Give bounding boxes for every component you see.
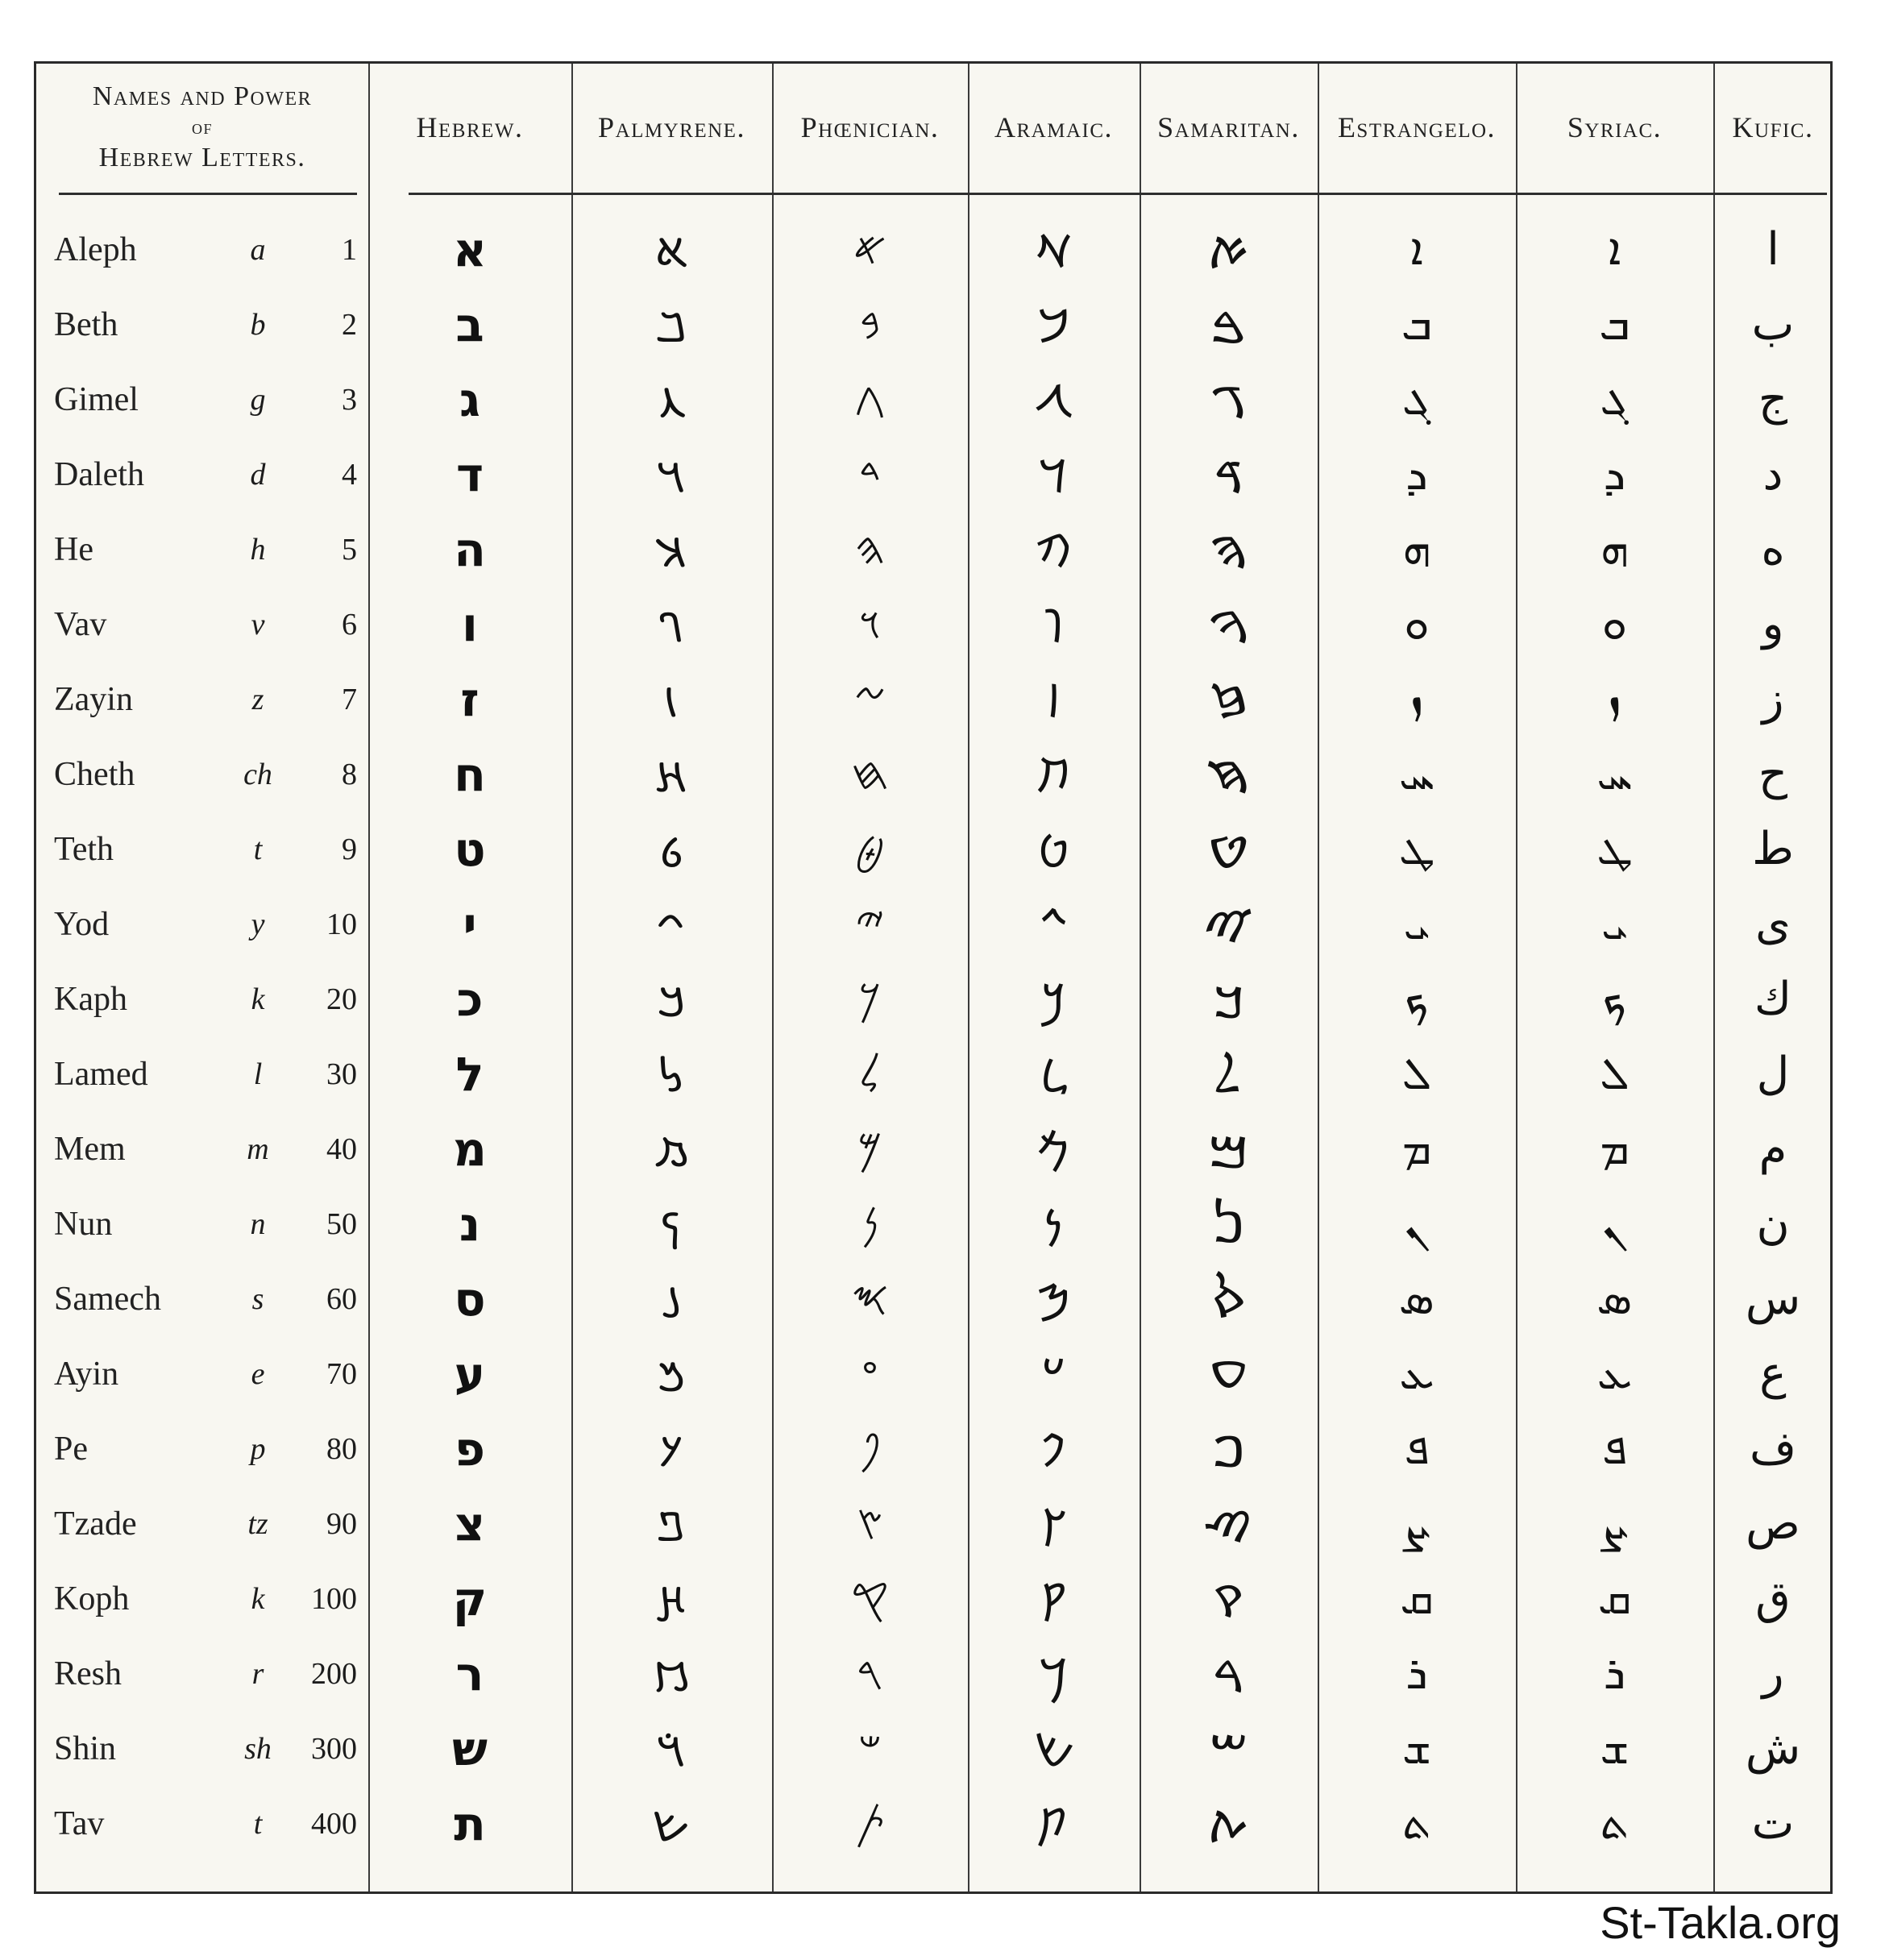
glyph-estrangelo: ܦ <box>1404 1422 1430 1475</box>
glyph-syriac: ܕ <box>1603 447 1626 500</box>
glyph-phoenician: 𐤇 <box>850 747 890 800</box>
glyph-hebrew: ד <box>455 446 484 502</box>
letter-power: k <box>251 982 265 1016</box>
letter-value: 8 <box>342 757 357 791</box>
glyph-aramaic: 𐡐 <box>1040 1424 1067 1477</box>
glyph-kufic: ا <box>1767 223 1779 276</box>
glyph-phoenician: 𐤏 <box>861 1347 878 1400</box>
glyph-palmyrene: 𐡳 <box>654 1649 690 1702</box>
glyph-samaritan: ࠂ <box>1210 375 1247 428</box>
glyph-aramaic: 𐡑 <box>1040 1499 1068 1552</box>
letter-name: He <box>54 530 93 568</box>
glyph-phoenician: 𐤂 <box>854 372 886 426</box>
header-rule <box>59 193 357 195</box>
glyph-estrangelo: ܫ <box>1401 1721 1432 1775</box>
glyph-aramaic: 𐡌 <box>1037 1124 1070 1177</box>
glyph-kufic: ط <box>1752 823 1794 875</box>
glyph-estrangelo: ܠ <box>1401 1047 1432 1100</box>
letter-value: 5 <box>342 532 357 567</box>
glyph-palmyrene: 𐡵 <box>654 1799 689 1852</box>
table-row <box>36 1486 1830 1561</box>
table-row <box>36 1411 1830 1486</box>
glyph-phoenician: 𐤓 <box>856 1646 884 1700</box>
glyph-palmyrene: 𐡨 <box>660 824 683 878</box>
glyph-kufic: م <box>1758 1123 1787 1175</box>
glyph-hebrew: פ <box>454 1421 486 1476</box>
glyph-samaritan: ࠏ <box>1208 1349 1249 1402</box>
letter-name: Vav <box>54 605 107 643</box>
glyph-kufic: د <box>1762 448 1783 500</box>
glyph-hebrew: ל <box>455 1046 484 1102</box>
glyph-kufic: ص <box>1746 1497 1800 1550</box>
glyph-palmyrene: 𐡥 <box>659 600 684 653</box>
glyph-estrangelo: ܩ <box>1400 1572 1434 1625</box>
glyph-aramaic: 𐡏 <box>1042 1349 1065 1402</box>
letter-value: 20 <box>326 982 357 1016</box>
table-row <box>36 1186 1830 1261</box>
glyph-samaritan: ࠔ <box>1209 1724 1248 1777</box>
table-row <box>36 1561 1830 1636</box>
glyph-syriac: ܐ <box>1608 222 1621 276</box>
glyph-samaritan: ࠐ <box>1211 1424 1246 1477</box>
letter-value: 50 <box>326 1206 357 1241</box>
glyph-syriac: ܩ <box>1597 1572 1632 1625</box>
glyph-kufic: س <box>1745 1273 1801 1325</box>
letter-name: Kaph <box>54 980 127 1018</box>
glyph-samaritan: ࠌ <box>1207 1124 1250 1177</box>
table-row <box>36 287 1830 362</box>
glyph-kufic: ه <box>1761 523 1785 575</box>
glyph-estrangelo: ܙ <box>1409 672 1424 725</box>
letter-power: g <box>250 382 266 417</box>
glyph-hebrew: נ <box>459 1196 481 1252</box>
letter-power: t <box>253 832 263 866</box>
letter-name: Shin <box>54 1730 117 1767</box>
letter-name: Samech <box>54 1280 161 1318</box>
glyph-aramaic: 𐡅 <box>1044 600 1064 653</box>
letter-power: p <box>250 1431 266 1466</box>
glyph-syriac: ܪ <box>1603 1646 1626 1700</box>
glyph-phoenician: 𐤄 <box>854 522 886 575</box>
glyph-hebrew: ט <box>454 821 486 877</box>
table-row <box>36 1636 1830 1711</box>
letter-power: y <box>251 907 265 941</box>
letter-value: 10 <box>326 907 357 941</box>
glyph-estrangelo: ܚ <box>1399 747 1434 800</box>
table-row <box>36 887 1830 961</box>
glyph-samaritan: ࠃ <box>1214 450 1243 503</box>
glyph-aramaic: 𐡁 <box>1037 300 1070 353</box>
letter-value: 90 <box>326 1506 357 1541</box>
glyph-estrangelo: ܛ <box>1398 822 1435 875</box>
glyph-samaritan: ࠋ <box>1214 1049 1243 1102</box>
glyph-estrangelo: ܣ <box>1398 1272 1435 1325</box>
glyph-syriac: ܠ <box>1600 1047 1630 1100</box>
glyph-aramaic: 𐡕 <box>1039 1799 1069 1852</box>
letter-power: e <box>251 1356 265 1391</box>
glyph-samaritan: ࠉ <box>1203 899 1254 953</box>
glyph-palmyrene: 𐡬 <box>654 1124 689 1177</box>
table-row <box>36 512 1830 587</box>
glyph-phoenician: 𐤃 <box>858 447 882 500</box>
letter-name: Pe <box>54 1430 88 1468</box>
letter-name: Lamed <box>54 1055 148 1093</box>
letter-value: 300 <box>311 1731 357 1766</box>
glyph-syriac: ܒ <box>1599 297 1630 351</box>
letter-name: Mem <box>54 1130 126 1168</box>
letter-value: 1 <box>342 232 357 267</box>
glyph-hebrew: כ <box>456 971 484 1027</box>
glyph-samaritan: ࠍ <box>1212 1199 1245 1252</box>
glyph-kufic: ح <box>1758 748 1788 800</box>
header-samaritan: Samaritan. <box>1157 111 1300 143</box>
glyph-aramaic: 𐡆 <box>1045 675 1062 728</box>
table-row <box>36 662 1830 737</box>
glyph-hebrew: א <box>452 222 488 277</box>
letter-value: 400 <box>311 1806 357 1841</box>
glyph-kufic: ن <box>1756 1198 1790 1250</box>
glyph-phoenician: 𐤉 <box>855 897 885 950</box>
letter-power: n <box>250 1206 266 1241</box>
letter-power: sh <box>244 1731 272 1766</box>
table-row <box>36 362 1830 437</box>
glyph-syriac: ܣ <box>1596 1272 1633 1325</box>
letter-power: z <box>251 682 264 716</box>
watermark: St-Takla.org <box>1600 1897 1841 1948</box>
letter-value: 70 <box>326 1356 357 1391</box>
table-row <box>36 1036 1830 1111</box>
header-hebrew: Hebrew. <box>416 111 524 143</box>
alphabet-table <box>34 61 1833 1894</box>
table-row <box>36 1111 1830 1186</box>
letter-value: 80 <box>326 1431 357 1466</box>
glyph-aramaic: 𐡎 <box>1036 1274 1071 1327</box>
glyph-phoenician: 𐤅 <box>858 597 882 650</box>
glyph-palmyrene: 𐡤 <box>656 525 687 578</box>
table-row <box>36 737 1830 812</box>
glyph-syriac: ܛ <box>1596 822 1633 875</box>
header-rule <box>409 193 1827 195</box>
glyph-phoenician: 𐤒 <box>851 1572 889 1625</box>
glyph-aramaic: 𐡓 <box>1038 1649 1069 1702</box>
names-header-line1: Names and Power <box>92 81 313 111</box>
letter-power: b <box>250 307 266 342</box>
letter-name: Resh <box>54 1655 122 1692</box>
letter-power: s <box>251 1281 264 1316</box>
glyph-phoenician: 𐤔 <box>857 1721 882 1775</box>
names-header-line3: Hebrew Letters. <box>98 143 306 172</box>
glyph-palmyrene: 𐡧 <box>655 750 688 803</box>
glyph-estrangelo: ܗ <box>1402 522 1431 575</box>
glyph-estrangelo: ܕ <box>1405 447 1428 500</box>
glyph-syriac: ܬ <box>1600 1796 1630 1850</box>
glyph-phoenician: 𐤍 <box>861 1197 879 1250</box>
glyph-kufic: ى <box>1755 898 1791 950</box>
glyph-phoenician: 𐤈 <box>854 822 886 875</box>
glyph-estrangelo: ܨ <box>1402 1497 1431 1550</box>
table-row <box>36 1261 1830 1336</box>
letter-name: Tav <box>54 1804 105 1842</box>
glyph-estrangelo: ܒ <box>1401 297 1433 351</box>
glyph-phoenician: 𐤕 <box>855 1796 885 1850</box>
glyph-kufic: ع <box>1759 1348 1787 1400</box>
glyph-samaritan: ࠁ <box>1210 300 1247 353</box>
header-kufic: Kufic. <box>1732 111 1814 143</box>
letter-power: k <box>251 1581 265 1616</box>
glyph-hebrew: צ <box>455 1496 485 1551</box>
letter-name: Zayin <box>54 680 133 718</box>
glyph-kufic: ر <box>1762 1647 1784 1700</box>
glyph-hebrew: ח <box>454 746 486 802</box>
header-aramaic: Aramaic. <box>994 111 1113 143</box>
glyph-palmyrene: 𐡭 <box>662 1199 681 1252</box>
glyph-phoenician: 𐤆 <box>853 672 886 725</box>
glyph-phoenician: 𐤌 <box>857 1122 882 1175</box>
glyph-syriac: ܚ <box>1596 747 1633 800</box>
glyph-aramaic: 𐡋 <box>1040 1049 1068 1102</box>
glyph-estrangelo: ܓ <box>1401 372 1432 426</box>
letter-value: 4 <box>342 457 357 492</box>
glyph-palmyrene: 𐡰 <box>659 1424 684 1477</box>
glyph-kufic: ز <box>1762 673 1784 725</box>
table-row <box>36 1711 1830 1786</box>
glyph-hebrew: ש <box>452 1721 488 1776</box>
table-row <box>36 437 1830 512</box>
letter-value: 60 <box>326 1281 357 1316</box>
glyph-aramaic: 𐡃 <box>1039 450 1069 503</box>
glyph-kufic: ق <box>1755 1572 1791 1625</box>
names-header <box>36 64 368 191</box>
glyph-hebrew: ר <box>455 1646 484 1701</box>
letter-value: 40 <box>326 1132 357 1166</box>
letter-name: Yod <box>54 905 110 943</box>
glyph-estrangelo: ܝ <box>1403 897 1430 950</box>
glyph-samaritan: ࠑ <box>1204 1499 1253 1552</box>
letter-power: ch <box>243 757 272 791</box>
glyph-estrangelo: ܢ <box>1404 1197 1430 1250</box>
glyph-aramaic: 𐡂 <box>1035 375 1073 428</box>
glyph-palmyrene: 𐡣 <box>657 450 687 503</box>
glyph-syriac: ܗ <box>1600 522 1630 575</box>
glyph-phoenician: 𐤀 <box>853 222 887 276</box>
glyph-kufic: و <box>1762 598 1784 650</box>
letter-power: l <box>253 1057 263 1091</box>
glyph-samaritan: ࠒ <box>1212 1574 1245 1627</box>
glyph-hebrew: ע <box>454 1346 486 1401</box>
glyph-aramaic: 𐡄 <box>1035 525 1073 578</box>
table-row <box>36 1336 1830 1411</box>
glyph-syriac: ܟ <box>1602 972 1627 1025</box>
glyph-kufic: ل <box>1756 1048 1790 1100</box>
glyph-syriac: ܝ <box>1601 897 1628 950</box>
table-row <box>36 812 1830 887</box>
glyph-samaritan: ࠄ <box>1209 525 1248 578</box>
glyph-estrangelo: ܡ <box>1401 1122 1432 1175</box>
glyph-palmyrene: 𐡩 <box>658 899 685 953</box>
glyph-palmyrene: 𐡱 <box>658 1499 685 1552</box>
letter-name: Ayin <box>54 1355 119 1393</box>
glyph-hebrew: י <box>463 896 477 952</box>
letter-name: Aleph <box>54 230 137 268</box>
glyph-estrangelo: ܐ <box>1410 222 1423 276</box>
table-row <box>36 1786 1830 1861</box>
glyph-hebrew: ה <box>454 521 486 577</box>
glyph-kufic: ج <box>1758 373 1788 426</box>
letter-power: t <box>253 1806 263 1841</box>
glyph-palmyrene: 𐡮 <box>662 1274 682 1327</box>
glyph-palmyrene: 𐡯 <box>658 1349 686 1402</box>
glyph-aramaic: 𐡔 <box>1032 1724 1075 1777</box>
header-phoenician: Phœnician. <box>800 111 940 143</box>
glyph-hebrew: ג <box>459 372 480 427</box>
letter-name: Daleth <box>54 455 144 493</box>
glyph-kufic: ك <box>1754 973 1792 1025</box>
glyph-palmyrene: 𐡴 <box>657 1724 687 1777</box>
glyph-estrangelo: ܘ <box>1404 597 1430 650</box>
glyph-phoenician: 𐤐 <box>859 1422 881 1475</box>
glyph-syriac: ܢ <box>1602 1197 1627 1250</box>
glyph-aramaic: 𐡍 <box>1044 1199 1064 1252</box>
letter-value: 3 <box>342 382 357 417</box>
glyph-syriac: ܡ <box>1600 1122 1630 1175</box>
table-row <box>36 212 1830 287</box>
glyph-palmyrene: 𐡲 <box>658 1574 686 1627</box>
glyph-kufic: ب <box>1751 298 1795 351</box>
glyph-palmyrene: 𐡢 <box>658 375 686 428</box>
letter-power: r <box>251 1656 264 1691</box>
glyph-syriac: ܦ <box>1602 1422 1627 1475</box>
glyph-samaritan: ࠈ <box>1206 824 1251 878</box>
glyph-aramaic: 𐡇 <box>1036 750 1071 803</box>
glyph-samaritan: ࠀ <box>1207 225 1250 278</box>
letter-power: h <box>250 532 266 567</box>
glyph-estrangelo: ܟ <box>1404 972 1430 1025</box>
glyph-syriac: ܨ <box>1600 1497 1630 1550</box>
glyph-syriac: ܓ <box>1600 372 1630 426</box>
glyph-kufic: ف <box>1749 1422 1797 1475</box>
glyph-hebrew: ת <box>454 1796 486 1851</box>
letter-power: d <box>250 457 266 492</box>
glyph-estrangelo: ܪ <box>1405 1646 1428 1700</box>
glyph-syriac: ܫ <box>1600 1721 1630 1775</box>
glyph-samaritan: ࠆ <box>1208 675 1249 728</box>
glyph-aramaic: 𐡊 <box>1040 974 1067 1028</box>
glyph-palmyrene: 𐡦 <box>665 675 679 728</box>
letter-name: Cheth <box>54 755 135 793</box>
header-syriac: Syriac. <box>1567 111 1663 143</box>
letter-power: v <box>251 607 265 642</box>
glyph-samaritan: ࠕ <box>1207 1799 1250 1852</box>
table-row <box>36 961 1830 1036</box>
letter-value: 2 <box>342 307 357 342</box>
letter-value: 6 <box>342 607 357 642</box>
glyph-kufic: ت <box>1751 1797 1795 1850</box>
glyph-aramaic: 𐡒 <box>1039 1574 1069 1627</box>
glyph-estrangelo: ܥ <box>1399 1347 1434 1400</box>
glyph-aramaic: 𐡈 <box>1037 824 1070 878</box>
letter-name: Gimel <box>54 380 139 418</box>
glyph-syriac: ܙ <box>1608 672 1621 725</box>
letter-power: m <box>247 1132 269 1166</box>
letter-value: 100 <box>311 1581 357 1616</box>
glyph-syriac: ܘ <box>1601 597 1628 650</box>
letter-value: 7 <box>342 682 357 716</box>
letter-value: 30 <box>326 1057 357 1091</box>
letter-name: Beth <box>54 305 118 343</box>
glyph-phoenician: 𐤊 <box>858 972 882 1025</box>
glyph-hebrew: ז <box>460 671 480 727</box>
names-header-line2: of <box>191 115 213 139</box>
glyph-hebrew: ו <box>462 596 478 652</box>
glyph-samaritan: ࠎ <box>1210 1274 1247 1327</box>
letter-power: tz <box>247 1506 268 1541</box>
letter-name: Teth <box>54 830 114 868</box>
glyph-phoenician: 𐤋 <box>859 1047 881 1100</box>
glyph-hebrew: מ <box>453 1121 487 1177</box>
glyph-hebrew: ק <box>452 1571 488 1626</box>
glyph-aramaic: 𐡉 <box>1040 899 1068 953</box>
glyph-estrangelo: ܬ <box>1402 1796 1431 1850</box>
glyph-phoenician: 𐤎 <box>851 1272 889 1325</box>
letter-name: Tzade <box>54 1505 137 1543</box>
header-estrangelo: Estrangelo. <box>1337 111 1497 143</box>
glyph-hebrew: ס <box>454 1271 486 1327</box>
glyph-palmyrene: 𐡡 <box>657 300 687 353</box>
table-row <box>36 587 1830 662</box>
glyph-samaritan: ࠅ <box>1207 600 1250 653</box>
glyph-palmyrene: 𐡪 <box>658 974 686 1028</box>
glyph-palmyrene: 𐡠 <box>656 225 687 278</box>
glyph-syriac: ܥ <box>1596 1347 1633 1400</box>
letter-power: a <box>250 232 266 267</box>
glyph-phoenician: 𐤁 <box>859 297 881 351</box>
letter-name: Koph <box>54 1580 130 1617</box>
glyph-samaritan: ࠊ <box>1211 974 1246 1028</box>
header-palmyrene: Palmyrene. <box>598 111 745 143</box>
glyph-palmyrene: 𐡫 <box>659 1049 684 1102</box>
glyph-hebrew: ב <box>455 297 484 352</box>
letter-value: 200 <box>311 1656 357 1691</box>
glyph-samaritan: ࠇ <box>1207 750 1250 803</box>
glyph-samaritan: ࠓ <box>1212 1649 1245 1702</box>
glyph-phoenician: 𐤑 <box>857 1497 883 1550</box>
glyph-aramaic: 𐡀 <box>1035 225 1073 278</box>
glyph-kufic: ش <box>1745 1722 1801 1775</box>
letter-name: Nun <box>54 1205 113 1243</box>
letter-value: 9 <box>342 832 357 866</box>
